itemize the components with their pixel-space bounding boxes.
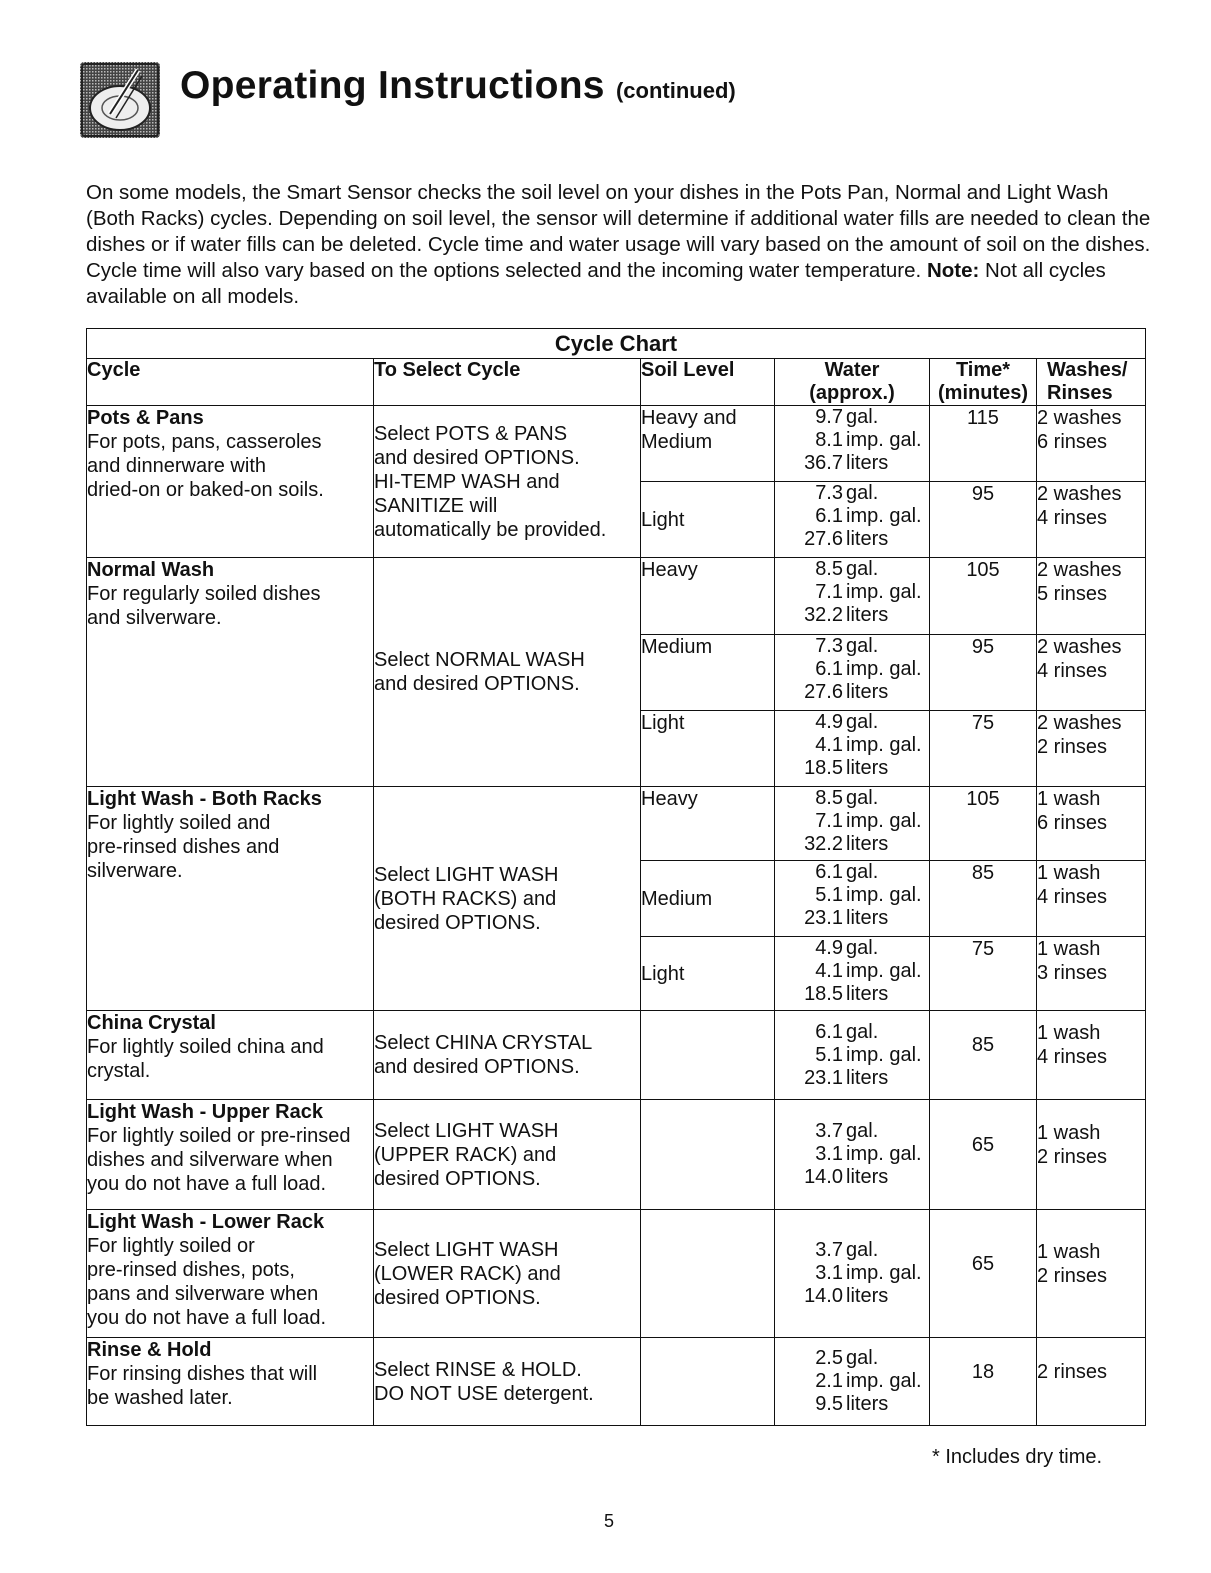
water-imp-value: 5.1 [815,884,843,906]
water-gal-unit: gal. [846,711,879,733]
water-gal-value: 7.3 [815,482,843,504]
select-instruction-line: Select POTS & PANS [374,422,568,445]
cycle-description-line: For lightly soiled china and [87,1036,324,1058]
water-imp-line [775,658,929,681]
washes-value: 1 wash [1037,1240,1101,1263]
soil-level: Light [641,712,685,734]
time-value: 95 [971,483,995,505]
time-cell [930,1011,1037,1100]
time-value: 85 [971,862,995,884]
header-water: Water (approx.) [775,359,930,406]
cycle-description-line: you do not have a full load. [87,1173,327,1195]
select-cycle-cell [374,406,641,558]
washes-rinses-cell [1037,1011,1146,1100]
time-cell [930,558,1037,635]
header-cycle: Cycle [87,359,374,406]
note-text: Not all cycles available on all models. [86,259,1106,308]
cycle-name-cell [87,787,374,1011]
rinses-value: 2 rinses [1037,1264,1108,1287]
water-cell [775,558,930,635]
cycle-description-line: For lightly soiled or pre-rinsed [87,1125,351,1147]
water-cell [775,406,930,482]
water-imp-line [775,1044,929,1067]
water-gal-line [775,1239,929,1262]
water-gal-unit: gal. [846,1239,879,1261]
select-instruction-line: and desired OPTIONS. [374,1056,580,1078]
header-soil: Soil Level [641,359,775,406]
header-rinses: Washes/ Rinses [1037,359,1146,406]
header-time: Time* (minutes) [930,359,1037,406]
select-cycle-cell [374,1210,641,1338]
cycle-description-line: For lightly soiled or [87,1235,255,1257]
water-liters-value: 9.5 [815,1393,843,1415]
water-imp-value: 8.1 [815,429,843,451]
water-gal-line [775,558,929,581]
header-select: To Select Cycle [374,359,641,406]
water-gal-line [775,711,929,734]
water-liters-unit: liters [846,1166,889,1188]
cycle-name: Light Wash - Both Racks [87,788,322,810]
water-liters-unit: liters [846,907,889,929]
cycle-description-line: pre-rinsed dishes and [87,836,280,858]
time-value: 95 [971,636,995,658]
water-gal-unit: gal. [846,558,879,580]
washes-value: 1 wash [1037,1121,1101,1144]
select-cycle-cell [374,1100,641,1210]
select-instruction-line: desired OPTIONS. [374,911,541,934]
rinses-value: 4 rinses [1037,507,1108,529]
water-gal-line [775,861,929,884]
cycle-name-cell [87,1100,374,1210]
water-imp-line [775,884,929,907]
water-gal-unit: gal. [846,861,879,883]
cycle-name-cell [87,1011,374,1100]
rinses-value: 6 rinses [1037,431,1108,453]
cycle-name: Pots & Pans [87,407,204,429]
cycle-chart [86,328,1146,1426]
water-imp-unit: imp. gal. [846,658,922,680]
water-gal-value: 8.5 [815,558,843,580]
water-liters-unit: liters [846,681,889,703]
washes-rinses-cell [1037,482,1146,558]
water-liters-value: 18.5 [804,983,843,1005]
water-gal-line [775,1347,929,1370]
water-gal-unit: gal. [846,635,879,657]
select-instruction-line: Select LIGHT WASH [374,1119,559,1142]
water-liters-value: 18.5 [804,757,843,779]
cycle-name-cell [87,1210,374,1338]
cycle-row [87,406,1146,482]
water-gal-unit: gal. [846,937,879,959]
cycle-description-line: For pots, pans, casseroles [87,431,322,453]
soil-level: Heavy [641,788,698,810]
water-imp-value: 4.1 [815,960,843,982]
water-gal-unit: gal. [846,482,879,504]
water-cell [775,635,930,711]
rinses-value: 5 rinses [1037,583,1108,605]
water-imp-line [775,505,929,528]
washes-value: 2 washes [1037,559,1122,581]
soil-level: Medium [641,887,713,910]
water-gal-unit: gal. [846,406,879,428]
water-liters-line [775,528,929,551]
water-imp-line [775,581,929,604]
select-instruction-line: Select LIGHT WASH [374,863,559,886]
water-imp-line [775,1262,929,1285]
water-gal-unit: gal. [846,1020,879,1043]
washes-value: 2 washes [1037,407,1122,429]
soil-level-cell [641,861,775,937]
water-imp-line [775,734,929,757]
water-imp-value: 6.1 [815,505,843,527]
soil-level-cell [641,482,775,558]
rinses-value: 2 rinses [1037,1145,1108,1168]
water-imp-line [775,429,929,452]
water-imp-value: 5.1 [815,1043,843,1066]
water-imp-value: 7.1 [815,810,843,832]
water-cell [775,1210,930,1338]
water-gal-line [775,787,929,810]
water-cell [775,861,930,937]
water-liters-value: 32.2 [804,833,843,855]
washes-rinses-cell [1037,558,1146,635]
cycle-description-line: and silverware. [87,607,222,629]
cycle-description-line: pans and silverware when [87,1283,319,1305]
washes-value: 2 washes [1037,636,1122,658]
water-liters-unit: liters [846,1285,889,1307]
cycle-name: Rinse & Hold [87,1339,212,1361]
water-liters-line [775,1166,929,1189]
time-value: 85 [971,1034,995,1056]
water-gal-value: 4.9 [815,711,843,733]
soil-level-cell [641,1210,775,1338]
water-liters-line [775,1067,929,1090]
washes-rinses-cell [1037,406,1146,482]
water-imp-line [775,960,929,983]
water-gal-unit: gal. [846,787,879,809]
soil-level-cell [641,711,775,787]
rinses-value: 4 rinses [1037,660,1108,682]
select-instruction-line: (BOTH RACKS) and [374,887,557,910]
cycle-description-line: crystal. [87,1060,151,1082]
cycle-description-line: silverware. [87,860,183,882]
water-imp-unit: imp. gal. [846,1143,922,1165]
water-gal-line [775,635,929,658]
water-cell [775,1100,930,1210]
water-imp-unit: imp. gal. [846,884,922,906]
rinses-value: 2 rinses [1037,736,1108,758]
cycle-description-line: pre-rinsed dishes, pots, [87,1259,295,1281]
rinses-value: 4 rinses [1037,1046,1108,1068]
water-imp-value: 7.1 [815,581,843,603]
water-gal-value: 3.7 [815,1120,843,1142]
water-gal-value: 7.3 [815,635,843,657]
select-instruction-line: Select RINSE & HOLD. [374,1358,582,1381]
rinses-value: 6 rinses [1037,812,1108,834]
rinses-value: 4 rinses [1037,886,1108,908]
water-liters-line [775,681,929,704]
water-gal-line [775,937,929,960]
water-gal-value: 6.1 [815,861,843,883]
soil-level-cell [641,1338,775,1426]
time-cell [930,406,1037,482]
water-gal-value: 2.5 [815,1347,843,1369]
select-instruction-line: desired OPTIONS. [374,1167,541,1190]
select-instruction-line: desired OPTIONS. [374,1286,541,1309]
water-gal-value: 4.9 [815,937,843,959]
time-value: 105 [966,788,1000,810]
time-cell [930,1210,1037,1338]
page-header [80,58,980,148]
water-gal-value: 6.1 [815,1020,843,1043]
soil-level: Light [641,508,685,531]
water-cell [775,482,930,558]
soil-level-cell [641,558,775,635]
footnote: * Includes dry time. [932,1446,1103,1468]
soil-level: Medium [641,636,713,658]
water-imp-value: 3.1 [815,1262,843,1284]
washes-rinses-cell [1037,1210,1146,1338]
intro-paragraph: On some models, the Smart Sensor checks the soil level on your dishes in the Pots Pan, Normal and Light Wash (Both Racks) cycles. Depending on soil level, the sensor will determine if additional water fills are needed to clean the dishes or if water fills can be deleted. Cycle time and water usage will vary based on the amount of soil on the dishes. Cycle time will also vary based on the options selected and the incoming water temperature. Note: Not all cycles available on all models. [86,181,1151,308]
time-cell [930,482,1037,558]
washes-rinses-cell [1037,861,1146,937]
water-gal-value: 3.7 [815,1239,843,1261]
water-imp-unit: imp. gal. [846,429,922,451]
select-instruction-line: (UPPER RACK) and [374,1143,557,1166]
water-liters-value: 14.0 [804,1166,843,1188]
cycle-name: Light Wash - Lower Rack [87,1211,325,1233]
water-cell [775,711,930,787]
select-instruction-line: and desired OPTIONS. [374,446,580,469]
water-liters-unit: liters [846,1066,889,1089]
soil-level: Heavy and [641,407,737,429]
cycle-description-line: For rinsing dishes that will [87,1363,318,1385]
cycle-name: China Crystal [87,1012,216,1034]
water-imp-line [775,810,929,833]
water-liters-unit: liters [846,983,889,1005]
water-liters-unit: liters [846,604,889,626]
time-value: 115 [967,407,999,429]
select-cycle-cell [374,1338,641,1426]
select-instruction-line: DO NOT USE detergent. [374,1382,594,1405]
washes-rinses-cell [1037,1100,1146,1210]
cycle-description-line: For lightly soiled and [87,812,271,834]
water-liters-line [775,1393,929,1416]
washes-value: 1 wash [1037,938,1101,960]
washes-rinses-cell [1037,937,1146,1011]
select-instruction-line: Select NORMAL WASH [374,649,585,671]
washes-value: 1 wash [1037,862,1101,884]
water-liters-value: 23.1 [804,907,843,929]
water-imp-unit: imp. gal. [846,1370,922,1392]
cycle-name: Light Wash - Upper Rack [87,1101,323,1123]
cycle-row [87,787,1146,861]
cycle-name-cell [87,1338,374,1426]
washes-value: 2 washes [1037,712,1122,734]
water-gal-line [775,406,929,429]
cycle-row [87,1338,1146,1426]
water-gal-unit: gal. [846,1347,879,1369]
water-imp-unit: imp. gal. [846,505,922,527]
cycle-description-line: and dinnerware with [87,455,266,477]
water-cell [775,1338,930,1426]
water-gal-unit: gal. [846,1120,879,1142]
water-imp-line [775,1143,929,1166]
cycle-description-line: For regularly soiled dishes [87,583,321,605]
water-liters-line [775,452,929,475]
time-cell [930,1100,1037,1210]
washes-rinses-cell [1037,1338,1146,1426]
cycle-name: Normal Wash [87,559,215,581]
dishwasher-plate-icon [80,62,166,144]
select-cycle-cell [374,1011,641,1100]
soil-level: Light [641,962,685,985]
water-imp-value: 2.1 [815,1370,843,1392]
select-instruction-line: automatically be provided. [374,518,607,541]
washes-value: 1 wash [1037,1022,1101,1044]
select-instruction-line: Select CHINA CRYSTAL [374,1032,593,1054]
time-value: 18 [971,1360,995,1383]
cycle-row [87,1100,1146,1210]
cycle-row [87,1210,1146,1338]
title-suffix: (continued) [615,78,736,103]
water-liters-unit: liters [846,833,889,855]
select-instruction-line: HI-TEMP WASH and [374,470,560,493]
water-imp-unit: imp. gal. [846,1262,922,1284]
time-value: 65 [971,1133,995,1156]
water-gal-line [775,1021,929,1044]
water-liters-line [775,757,929,780]
water-liters-value: 14.0 [804,1285,843,1307]
time-cell [930,787,1037,861]
water-liters-line [775,983,929,1006]
select-cycle-cell [374,787,641,1011]
water-imp-unit: imp. gal. [846,810,922,832]
time-cell [930,861,1037,937]
select-instruction-line: (LOWER RACK) and [374,1262,561,1285]
washes-rinses-cell [1037,711,1146,787]
water-liters-value: 23.1 [804,1066,843,1089]
water-imp-line [775,1370,929,1393]
water-liters-unit: liters [846,528,889,550]
water-imp-unit: imp. gal. [846,1043,922,1066]
water-gal-value: 9.7 [815,406,843,428]
time-cell [930,937,1037,1011]
water-liters-line [775,833,929,856]
cycle-name-cell [87,558,374,787]
water-liters-value: 27.6 [804,528,843,550]
water-liters-value: 32.2 [804,604,843,626]
soil-level: Medium [641,431,713,453]
cycle-name-cell [87,406,374,558]
soil-level-cell [641,1100,775,1210]
water-liters-line [775,907,929,930]
water-liters-value: 36.7 [804,452,843,474]
soil-level-cell [641,1011,775,1100]
soil-level-cell [641,787,775,861]
water-imp-value: 4.1 [815,734,843,756]
soil-level-cell [641,635,775,711]
soil-level-cell [641,406,775,482]
washes-value: 2 washes [1037,483,1122,505]
time-value: 105 [966,559,1000,581]
water-cell [775,787,930,861]
cycle-description-line: be washed later. [87,1387,233,1409]
water-imp-value: 6.1 [815,658,843,680]
cycle-description-line: you do not have a full load. [87,1307,327,1329]
soil-level-cell [641,937,775,1011]
rinses-value: 2 rinses [1037,1360,1108,1383]
water-liters-value: 27.6 [804,681,843,703]
water-liters-unit: liters [846,1393,889,1415]
time-cell [930,711,1037,787]
time-cell [930,635,1037,711]
water-gal-line [775,482,929,505]
washes-rinses-cell [1037,787,1146,861]
time-cell [930,1338,1037,1426]
time-value: 75 [971,938,995,960]
rinses-value: 3 rinses [1037,962,1108,984]
page-title: Operating Instructions (continued) [180,64,736,107]
select-instruction-line: SANITIZE will [374,494,498,517]
water-imp-unit: imp. gal. [846,960,922,982]
cycle-description-line: dishes and silverware when [87,1149,333,1171]
select-instruction-line: and desired OPTIONS. [374,673,580,695]
soil-level: Heavy [641,559,698,581]
water-liters-unit: liters [846,757,889,779]
water-gal-value: 8.5 [815,787,843,809]
note-label: Note: [926,259,980,282]
time-value: 75 [971,712,995,734]
select-cycle-cell [374,558,641,787]
washes-rinses-cell [1037,635,1146,711]
water-liters-line [775,604,929,627]
chart-caption: Cycle Chart [87,329,1146,359]
washes-value: 1 wash [1037,788,1101,810]
water-liters-unit: liters [846,452,889,474]
water-cell [775,1011,930,1100]
water-imp-unit: imp. gal. [846,581,922,603]
page-number: 5 [604,1511,615,1531]
water-imp-unit: imp. gal. [846,734,922,756]
cycle-row [87,558,1146,635]
water-liters-line [775,1285,929,1308]
select-instruction-line: Select LIGHT WASH [374,1238,559,1261]
water-imp-value: 3.1 [815,1143,843,1165]
cycle-description-line: dried-on or baked-on soils. [87,479,324,501]
water-cell [775,937,930,1011]
time-value: 65 [971,1252,995,1275]
cycle-row [87,1011,1146,1100]
water-gal-line [775,1120,929,1143]
